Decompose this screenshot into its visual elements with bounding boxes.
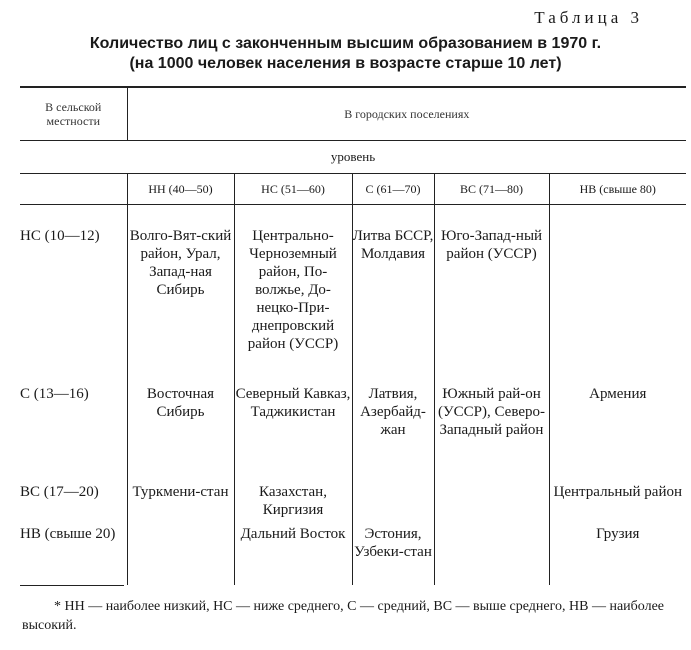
table-cell — [127, 525, 234, 585]
table-cell: Туркмени-стан — [127, 483, 234, 525]
column-header: НВ (свыше 80) — [549, 174, 686, 205]
education-table — [20, 86, 686, 585]
column-header: С (61—70) — [352, 174, 434, 205]
footnote-divider — [20, 585, 124, 586]
table-cell: Северный Кавказ, Таджикистан — [234, 385, 352, 483]
header-corner — [20, 174, 127, 205]
table-cell: Литва БССР, Молдавия — [352, 205, 434, 386]
row-label: НВ (свыше 20) — [20, 525, 127, 585]
footnote: * НН — наиболее низкий, НС — ниже среднего, С — средний, ВС — выше среднего, НВ — наиболее высокий. — [22, 599, 665, 633]
header-row-3 — [20, 174, 686, 205]
table-cell: Армения — [589, 386, 647, 402]
table-cell: Восточная Сибирь — [127, 385, 234, 483]
table-cell: Казахстан, Киргизия — [234, 483, 352, 525]
table-row — [20, 483, 686, 525]
header-urban: В городских поселениях — [127, 87, 686, 141]
table-cell — [434, 525, 549, 585]
row-label: С (13—16) — [20, 385, 127, 483]
column-header: НС (51—60) — [234, 174, 352, 205]
header-row-2 — [20, 141, 686, 174]
table-cell: Эстония, Узбеки-стан — [352, 525, 434, 585]
header-level: уровень — [20, 141, 686, 174]
table-cell — [352, 483, 434, 525]
column-header: НН (40—50) — [127, 174, 234, 205]
column-header: ВС (71—80) — [434, 174, 549, 205]
table-cell: Южный рай-он (УССР), Северо-Западный район — [434, 385, 549, 483]
table-cell: Юго-Запад-ный район (УССР) — [434, 205, 549, 386]
header-row-1 — [20, 87, 686, 141]
table-cell — [549, 205, 686, 386]
table-cell: Центрально-Черноземный район, По-волжье, До-нецко-При-днепровский район (УССР) — [234, 205, 352, 386]
title-line-1: Количество лиц с законченным высшим образованием в 1970 г. — [89, 35, 602, 52]
table-cell: Латвия, Азербайд-жан — [352, 385, 434, 483]
table-cell — [434, 483, 549, 525]
table-title — [0, 34, 691, 74]
table-cell: Центральный район — [553, 484, 682, 500]
header-rural: В сельской местности — [20, 87, 127, 141]
row-label: НС (10—12) — [20, 205, 127, 386]
table-cell: Грузия — [596, 526, 640, 542]
row-label: ВС (17—20) — [20, 483, 127, 525]
table-cell: Волго-Вят-ский район, Урал, Запад-ная Сибирь — [127, 205, 234, 386]
table-cell: Дальний Восток — [234, 525, 352, 585]
table-row — [20, 525, 686, 585]
table-caption: Таблица 3 — [534, 8, 643, 27]
table-row — [20, 205, 686, 386]
title-line-2: (на 1000 человек населения в возрасте старше 10 лет) — [129, 55, 562, 72]
table-row — [20, 385, 686, 483]
